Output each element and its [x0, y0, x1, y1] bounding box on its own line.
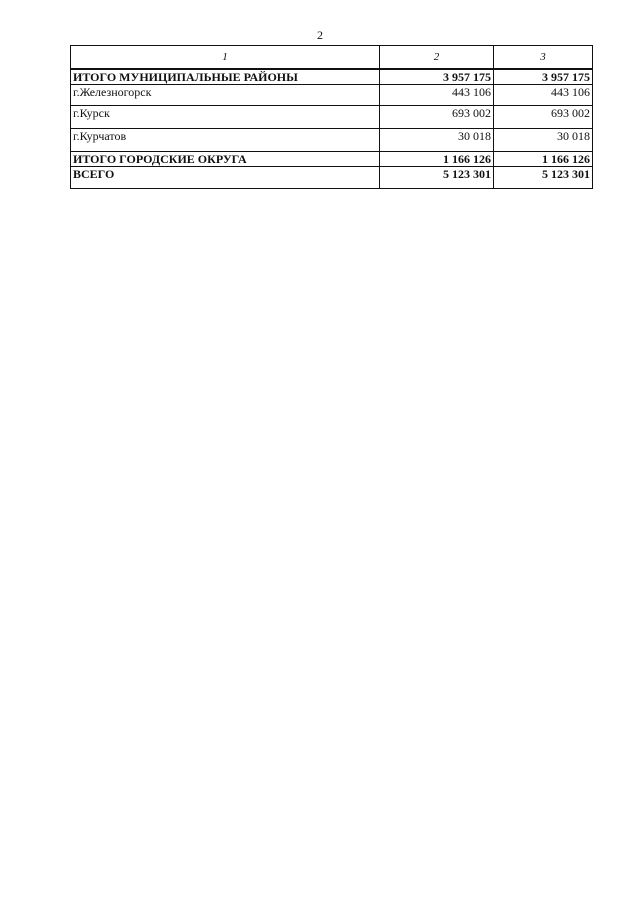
row-value-col2: 1 166 126	[380, 152, 494, 167]
page-number: 2	[317, 28, 323, 42]
row-name: ВСЕГО	[71, 167, 380, 189]
row-value-col3: 30 018	[494, 129, 593, 152]
row-name: г.Курск	[71, 106, 380, 129]
column-number-3: 3	[494, 46, 593, 70]
column-number-1: 1	[71, 46, 380, 70]
table-row-zheleznogorsk	[71, 85, 593, 106]
table-row-kurchatov	[71, 129, 593, 152]
row-value-col2: 3 957 175	[380, 69, 494, 85]
row-value-col3: 5 123 301	[494, 167, 593, 189]
row-value-col2: 693 002	[380, 106, 494, 129]
row-value-col2: 30 018	[380, 129, 494, 152]
table-header-row	[71, 46, 593, 70]
row-name: г.Железногорск	[71, 85, 380, 106]
row-name: г.Курчатов	[71, 129, 380, 152]
table-row-municipal-districts-total	[71, 69, 593, 85]
row-value-col2: 5 123 301	[380, 167, 494, 189]
table-row-kursk	[71, 106, 593, 129]
budget-table	[70, 45, 593, 189]
row-value-col2: 443 106	[380, 85, 494, 106]
row-name: ИТОГО МУНИЦИПАЛЬНЫЕ РАЙОНЫ	[71, 69, 380, 85]
table-row-grand-total	[71, 167, 593, 189]
row-name: ИТОГО ГОРОДСКИЕ ОКРУГА	[71, 152, 380, 167]
row-value-col3: 443 106	[494, 85, 593, 106]
column-number-2: 2	[380, 46, 494, 70]
row-value-col3: 693 002	[494, 106, 593, 129]
row-value-col3: 3 957 175	[494, 69, 593, 85]
table-row-city-districts-total	[71, 152, 593, 167]
row-value-col3: 1 166 126	[494, 152, 593, 167]
